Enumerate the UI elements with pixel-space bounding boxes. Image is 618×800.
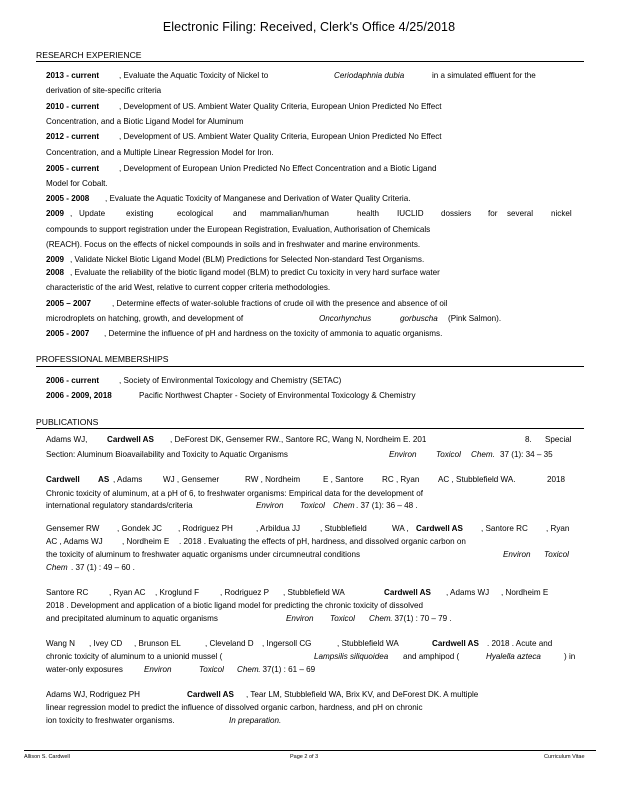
pub-author-highlight: Cardwell AS bbox=[432, 639, 479, 648]
pub-authors: AC , Adams WJ bbox=[46, 537, 103, 546]
pub-authors: , Ryan AC bbox=[109, 588, 146, 597]
journal-name: Environ bbox=[256, 501, 284, 510]
pub-authors: , Ryan bbox=[546, 524, 570, 533]
pub-citation: . 37(1) : 61 – 69 bbox=[258, 665, 316, 674]
justified-word: for bbox=[488, 209, 498, 218]
justified-word: several bbox=[507, 209, 534, 218]
filing-header: Electronic Filing: Received, Clerk's Office 4/25/2018 bbox=[162, 20, 456, 34]
pub-authors: Adams WJ, bbox=[46, 435, 88, 444]
entry-text: derivation of site-specific criteria bbox=[46, 86, 162, 95]
pub-title: Section: Aluminum Bioavailability and Toxicity to Aquatic Organisms bbox=[46, 450, 288, 459]
justified-word: health bbox=[357, 209, 380, 218]
pub-author-highlight: Cardwell AS bbox=[187, 690, 234, 699]
entry-text: characteristic of the arid West, relative to current copper criteria methodologies. bbox=[46, 283, 331, 292]
entry-date: 2005 - 2007 bbox=[46, 329, 90, 338]
pub-author-highlight: Cardwell AS bbox=[384, 588, 431, 597]
journal-name: Toxicol bbox=[436, 450, 461, 459]
footer-rule bbox=[24, 750, 596, 751]
justified-word: ecological bbox=[177, 209, 213, 218]
entry-date: 2008 bbox=[46, 268, 65, 277]
pub-authors: , Adams bbox=[113, 475, 143, 484]
species-name: Hyalella azteca bbox=[486, 652, 541, 661]
pub-authors: , Kroglund F bbox=[155, 588, 200, 597]
pub-authors: AC , Stubblefield WA. bbox=[438, 475, 516, 484]
entry-date: 2005 – 2007 bbox=[46, 299, 92, 308]
justified-word: existing bbox=[126, 209, 154, 218]
entry-text: , Development of US. Ambient Water Quality Criteria, European Union Predicted No Effect bbox=[119, 102, 442, 111]
species-name: Lampsilis siliquoidea bbox=[314, 652, 389, 661]
pub-author-highlight: Cardwell AS bbox=[416, 524, 463, 533]
journal-name: Environ bbox=[286, 614, 314, 623]
pub-authors: RW , Nordheim bbox=[245, 475, 301, 484]
pub-authors: , Nordheim E bbox=[501, 588, 549, 597]
journal-name: Toxicol bbox=[544, 550, 569, 559]
pub-title: ) in bbox=[564, 652, 576, 661]
pub-authors: E , Santore bbox=[323, 475, 364, 484]
pub-authors: WA , bbox=[392, 524, 409, 533]
justified-word: nickel bbox=[551, 209, 572, 218]
pub-authors: , DeForest DK, Gensemer RW., Santore RC, Wang N, Nordheim E. 201 bbox=[170, 435, 427, 444]
pub-title: the toxicity of aluminum to freshwater aquatic organisms under circumneutral conditions bbox=[46, 550, 361, 559]
species-name: Ceriodaphnia dubia bbox=[334, 71, 405, 80]
footer-page-number: Page 2 of 3 bbox=[290, 754, 319, 760]
justified-word: dossiers bbox=[441, 209, 472, 218]
entry-text: , Validate Nickel Biotic Ligand Model (BLM) Predictions for Selected Non-standard Test Organisms. bbox=[70, 255, 425, 264]
pub-authors: , Stubblefield WA bbox=[283, 588, 345, 597]
membership-text: , Society of Environmental Toxicology and Chemistry (SETAC) bbox=[119, 376, 342, 385]
entry-text: , Development of US. Ambient Water Quality Criteria, European Union Predicted No Effect bbox=[119, 132, 442, 141]
journal-name: Chem bbox=[46, 563, 68, 572]
entry-text: , Evaluate the reliability of the biotic ligand model (BLM) to predict Cu toxicity in very hard surface water bbox=[70, 268, 440, 277]
pub-authors: , Nordheim E bbox=[122, 537, 170, 546]
pub-year: 2018 bbox=[547, 475, 566, 484]
journal-name: Chem bbox=[237, 665, 259, 674]
pub-title: 2018 . Development and application of a biotic ligand model for predicting the chronic toxicity of dissolved bbox=[46, 601, 424, 610]
section-title-publications: PUBLICATIONS bbox=[36, 417, 99, 427]
pub-title: ion toxicity to freshwater organisms. bbox=[46, 716, 175, 725]
entry-date: 2009 bbox=[46, 255, 65, 264]
pub-authors: , Arbildua JJ bbox=[256, 524, 301, 533]
entry-date: 2012 - current bbox=[46, 132, 100, 141]
journal-name: Toxicol bbox=[300, 501, 325, 510]
justified-word: and bbox=[233, 209, 247, 218]
pub-authors: , Gondek JC bbox=[117, 524, 162, 533]
pub-authors: Wang N bbox=[46, 639, 75, 648]
justified-word: , bbox=[70, 209, 73, 218]
journal-name: Chem bbox=[333, 501, 355, 510]
pub-author-highlight: Cardwell AS bbox=[107, 435, 154, 444]
pub-author-highlight: Cardwell bbox=[46, 475, 80, 484]
common-name: (Pink Salmon). bbox=[448, 314, 502, 323]
pub-authors: , Ivey CD bbox=[89, 639, 123, 648]
pub-title: . 2018 . Evaluating the effects of pH, hardness, and dissolved organic carbon on bbox=[179, 537, 466, 546]
journal-name: Environ bbox=[144, 665, 172, 674]
entry-text: , Evaluate the Aquatic Toxicity of Nickel to bbox=[119, 71, 269, 80]
pub-year: 8. bbox=[525, 435, 532, 444]
pub-title: international regulatory standards/criteria bbox=[46, 501, 193, 510]
section-rule bbox=[36, 61, 584, 62]
entry-date: 2013 - current bbox=[46, 71, 100, 80]
section-rule bbox=[36, 366, 584, 367]
membership-date: 2006 - 2009, 2018 bbox=[46, 391, 112, 400]
pub-citation: 37 (1): 34 – 35 bbox=[500, 450, 553, 459]
pub-title: Chronic toxicity of aluminum, at a pH of 6, to freshwater organisms: Empirical data for the development of bbox=[46, 489, 423, 498]
pub-authors: RC , Ryan bbox=[382, 475, 420, 484]
pub-authors: Santore RC bbox=[46, 588, 89, 597]
pub-status: In preparation. bbox=[229, 716, 282, 725]
journal-name: Chem bbox=[369, 614, 391, 623]
pub-citation: . 37(1) : 70 – 79 . bbox=[390, 614, 452, 623]
pub-authors: , Rodriguez PH bbox=[178, 524, 233, 533]
entry-date: 2009 bbox=[46, 209, 65, 218]
pub-authors: , Brunson EL bbox=[134, 639, 181, 648]
entry-text: (REACH). Focus on the effects of nickel compounds in soils and in freshwater and marine environments. bbox=[46, 240, 421, 249]
entry-date: 2010 - current bbox=[46, 102, 100, 111]
journal-name: Environ bbox=[503, 550, 531, 559]
entry-text: compounds to support registration under the European Registration, Evaluation, Authorisation of Chemicals bbox=[46, 225, 431, 234]
entry-text: , Determine the influence of pH and hardness on the toxicity of ammonia to aquatic organisms. bbox=[104, 329, 443, 338]
section-rule bbox=[36, 428, 584, 429]
pub-authors: , Stubblefield bbox=[320, 524, 367, 533]
pub-text: Special bbox=[545, 435, 572, 444]
entry-text: , Determine effects of water-soluble fractions of crude oil with the presence and absence of oil bbox=[112, 299, 448, 308]
footer-doc-type: Curriculum Vitae bbox=[544, 754, 585, 760]
entry-text: , Evaluate the Aquatic Toxicity of Manganese and Derivation of Water Quality Criteria. bbox=[105, 194, 411, 203]
pub-authors: Adams WJ, Rodriguez PH bbox=[46, 690, 141, 699]
entry-date: 2005 - 2008 bbox=[46, 194, 90, 203]
pub-authors: , Santore RC bbox=[481, 524, 528, 533]
entry-text: Concentration, and a Multiple Linear Regression Model for Iron. bbox=[46, 148, 274, 157]
pub-authors: Gensemer RW bbox=[46, 524, 100, 533]
pub-title: water-only exposures bbox=[46, 665, 123, 674]
section-title-memberships: PROFESSIONAL MEMBERSHIPS bbox=[36, 354, 169, 364]
entry-text: , Development of European Union Predicted No Effect Concentration and a Biotic Ligand bbox=[119, 164, 437, 173]
pub-title: and precipitated aluminum to aquatic organisms bbox=[46, 614, 218, 623]
entry-text: microdroplets on hatching, growth, and development of bbox=[46, 314, 244, 323]
section-title-research: RESEARCH EXPERIENCE bbox=[36, 50, 142, 60]
journal-name: Toxicol bbox=[330, 614, 355, 623]
entry-text: Concentration, and a Biotic Ligand Model for Aluminum bbox=[46, 117, 244, 126]
footer-author: Allison S. Cardwell bbox=[24, 754, 70, 760]
pub-authors: , Ingersoll CG bbox=[262, 639, 312, 648]
pub-authors: , Tear LM, Stubblefield WA, Brix KV, and DeForest DK. A multiple bbox=[246, 690, 479, 699]
pub-authors: , Cleveland D bbox=[205, 639, 254, 648]
species-genus: Oncorhynchus bbox=[319, 314, 372, 323]
membership-date: 2006 - current bbox=[46, 376, 100, 385]
pub-year: . 2018 . Acute and bbox=[487, 639, 553, 648]
pub-authors: WJ , Gensemer bbox=[163, 475, 220, 484]
pub-citation: . 37 (1) : 49 – 60 . bbox=[71, 563, 135, 572]
justified-word: IUCLID bbox=[397, 209, 424, 218]
journal-name: Chem. bbox=[471, 450, 495, 459]
entry-date: 2005 - current bbox=[46, 164, 100, 173]
pub-title: and amphipod ( bbox=[403, 652, 460, 661]
entry-text: in a simulated effluent for the bbox=[432, 71, 536, 80]
pub-author-highlight: AS bbox=[98, 475, 110, 484]
entry-text: Model for Cobalt. bbox=[46, 179, 108, 188]
pub-citation: . 37 (1): 36 – 48 . bbox=[356, 501, 418, 510]
pub-title: chronic toxicity of aluminum to a unionid mussel ( bbox=[46, 652, 223, 661]
species-epithet: gorbuscha bbox=[400, 314, 438, 323]
pub-authors: , Stubblefield WA bbox=[337, 639, 399, 648]
membership-text: Pacific Northwest Chapter - Society of Environmental Toxicology & Chemistry bbox=[139, 391, 416, 400]
justified-word: Update bbox=[79, 209, 106, 218]
pub-authors: , Adams WJ bbox=[446, 588, 490, 597]
pub-authors: , Rodriguez P bbox=[220, 588, 270, 597]
pub-title: linear regression model to predict the influence of dissolved organic carbon, hardness, and pH on chronic bbox=[46, 703, 423, 712]
justified-word: mammalian/human bbox=[260, 209, 329, 218]
journal-name: Toxicol bbox=[199, 665, 224, 674]
journal-name: Environ bbox=[389, 450, 417, 459]
